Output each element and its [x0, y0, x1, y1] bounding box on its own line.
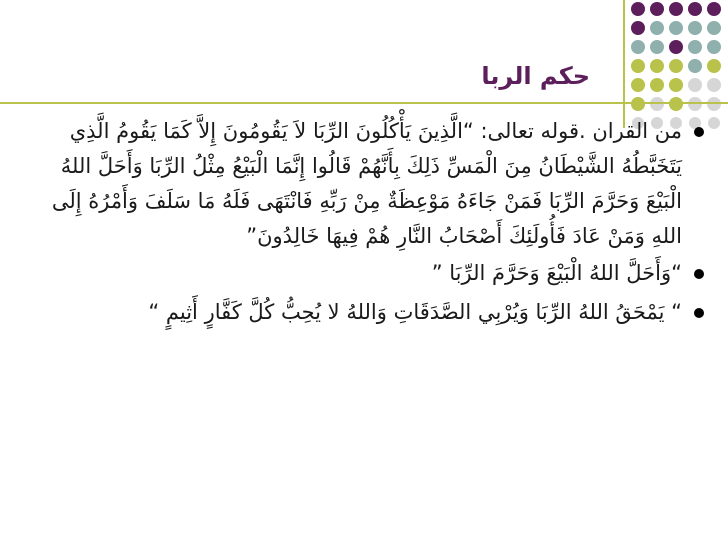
decorative-dot — [688, 40, 702, 54]
decorative-dot — [650, 97, 664, 111]
bullet-item — [30, 295, 704, 330]
decorative-dot — [650, 21, 664, 35]
decorative-dot — [669, 59, 683, 73]
decorative-dot — [650, 40, 664, 54]
decorative-dot — [631, 40, 645, 54]
decorative-dot — [707, 78, 721, 92]
decorative-dot — [669, 2, 683, 16]
bullet-text: “ يَمْحَقُ اللهُ الرِّبَا وَيُرْبِي الصَّدَقَاتِ وَاللهُ لا يُحِبُّ كُلَّ كَفَّارٍ أَثِيمٍ “ — [148, 300, 682, 324]
decorative-dot — [669, 21, 683, 35]
corner-dot-pattern — [630, 0, 728, 130]
decorative-dot — [669, 78, 683, 92]
decorative-dot — [707, 21, 721, 35]
decorative-dot — [688, 78, 702, 92]
bullet-text: من القران .قوله تعالى: “الَّذِينَ يَأْكُلُونَ الرِّبَا لاَ يَقُومُونَ إِلاَّ كَمَا يَقُومُ الَّذِي يَتَخَبَّطُهُ الشَّيْطَانُ مِنَ الْمَسِّ ذَلِكَ بِأَنَّهُمْ قَالُوا إِنَّمَا الْبَيْعُ مِثْلُ الرِّبَا وَأَحَلَّ اللهُ الْبَيْعَ وَحَرَّمَ الرِّبَا فَمَنْ جَاءَهُ مَوْعِظَةٌ مِنْ رَبِّهِ فَانْتَهَى فَلَهُ مَا سَلَفَ وَأَمْرُهُ إِلَى اللهِ وَمَنْ عَادَ فَأُولَئِكَ أَصْحَابُ النَّارِ هُمْ فِيهَا خَالِدُونَ” — [51, 119, 682, 248]
decorative-dot — [669, 97, 683, 111]
decorative-dot — [631, 78, 645, 92]
bullet-item — [30, 114, 704, 254]
decorative-dot — [708, 117, 720, 129]
bullet-icon — [694, 127, 704, 137]
decorative-dot — [688, 97, 702, 111]
decorative-dot — [631, 97, 645, 111]
bullet-item — [30, 256, 704, 291]
decorative-dot — [631, 2, 645, 16]
decorative-dot — [707, 2, 721, 16]
decorative-dot — [669, 40, 683, 54]
decorative-dot — [707, 59, 721, 73]
decorative-dot — [650, 59, 664, 73]
slide-title: حكم الربا — [481, 62, 590, 90]
slide-body — [30, 114, 704, 330]
decorative-dot — [688, 59, 702, 73]
decorative-dot — [631, 21, 645, 35]
vertical-accent-rule — [623, 0, 625, 128]
bullet-text: “وَأَحَلَّ اللهُ الْبَيْعَ وَحَرَّمَ الرِّبَا ” — [431, 261, 682, 285]
decorative-dot — [650, 2, 664, 16]
decorative-dot-grid — [0, 0, 130, 130]
decorative-dot — [631, 59, 645, 73]
horizontal-accent-rule — [0, 102, 728, 104]
decorative-dot — [688, 21, 702, 35]
decorative-dot — [707, 97, 721, 111]
bullet-icon — [694, 269, 704, 279]
decorative-dot — [650, 78, 664, 92]
bullet-icon — [694, 308, 704, 318]
decorative-dot — [688, 2, 702, 16]
decorative-dot — [707, 40, 721, 54]
